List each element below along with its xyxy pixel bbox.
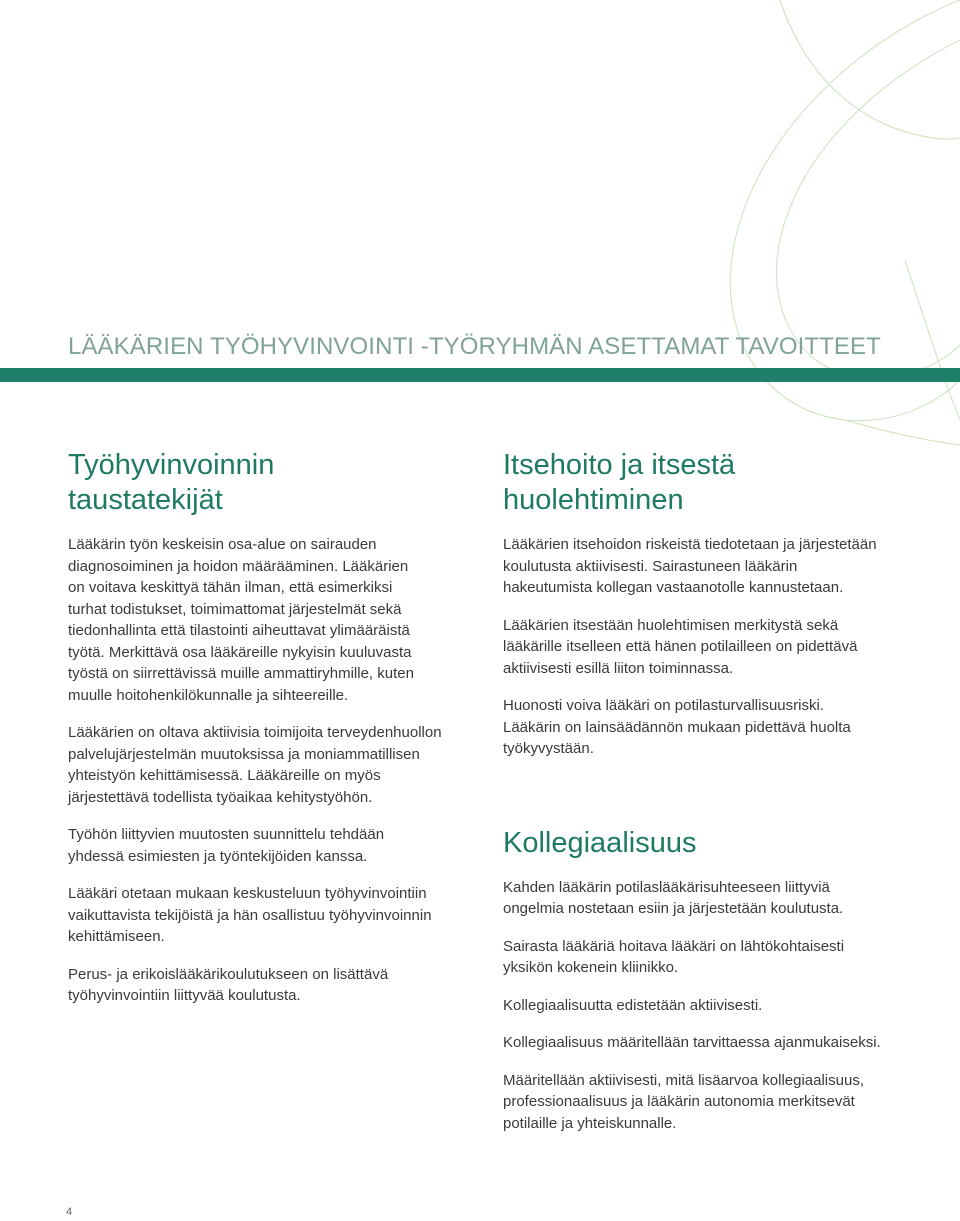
leaf-vein-upper	[780, 0, 960, 139]
kollegiaalisuus-paragraphs	[503, 877, 923, 1135]
page-number: 4	[66, 1206, 73, 1218]
paragraph: Perus- ja erikoislääkärikoulutukseen on lisättävä työhyvinvointiin liittyvää koulutusta.	[68, 965, 389, 1004]
page-header-title: LÄÄKÄRIEN TYÖHYVINVOINTI -TYÖRYHMÄN ASETTAMAT TAVOITTEET	[68, 333, 881, 360]
paragraph: Kollegiaalisuus määritellään tarvittaessa ajanmukaiseksi.	[503, 1034, 881, 1051]
right-column	[503, 448, 923, 1150]
paragraph: Sairasta lääkäriä hoitava lääkäri on lähtökohtaisesti yksikön kokenein kliinikko.	[503, 937, 845, 976]
paragraph: Lääkärien on oltava aktiivisia toimijoita terveydenhuollon palvelujärjestelmän muutoksissa ja moniammatillisen yhteistyön kehittämisessä. Lääkäreille on myös järjestettävä todellista työaikaa kehitystyöhön.	[68, 724, 442, 806]
paragraph: Huonosti voiva lääkäri on potilasturvallisuusriski. Lääkärin on lainsäädännön mukaan pidettävä huolta työkyvystään.	[503, 697, 851, 757]
paragraph: Lääkärien itsestään huolehtimisen merkitystä sekä lääkärille itselleen että hänen potilailleen on pidettävä aktiivisesti esillä liiton toiminnassa.	[503, 616, 858, 677]
left-column	[68, 448, 468, 1023]
itsehoito-paragraphs	[503, 534, 923, 760]
left-paragraphs	[68, 534, 468, 1007]
paragraph: Lääkärien itsehoidon riskeistä tiedotetaan ja järjestetään koulutusta aktiivisesti. Sairastuneen lääkärin hakeutumista kollegan vastaanotolle kannustetaan.	[503, 536, 877, 596]
leaf-stem	[845, 420, 960, 445]
leaf-outline-inner	[777, 40, 960, 378]
header-accent-bar	[0, 368, 960, 382]
section-heading-kollegiaalisuus: Kollegiaalisuus	[503, 826, 697, 859]
section-heading-itsehoito: Itsehoito ja itsestä huolehtiminen	[503, 449, 736, 516]
paragraph: Lääkärin työn keskeisin osa-alue on sairauden diagnosoiminen ja hoidon määrääminen. Lääkärien on voitava keskittyä tähän ilman, että esimerkiksi turhat todistukset, toimimattomat järjestelmät sekä tiedonhallinta että tilastointi aiheuttavat ylimääräistä työtä. Merkittävä osa lääkäreille nykyisin kuuluvasta työstä on siirrettävissä muille ammattiryhmille, kuten muulle hoitohenkilökunnalle ja sihteereille.	[68, 536, 414, 704]
paragraph: Kahden lääkärin potilaslääkärisuhteeseen liittyviä ongelmia nostetaan esiin ja järjestetään koulutusta.	[503, 878, 844, 917]
paragraph: Määritellään aktiivisesti, mitä lisäarvoa kollegiaalisuus, professionaalisuus ja lääkärin autonomia merkitsevät potilaille ja yhteiskunnalle.	[503, 1071, 864, 1132]
paragraph: Työhön liittyvien muutosten suunnittelu tehdään yhdessä esimiesten ja työntekijöiden kanssa.	[68, 826, 385, 865]
paragraph: Kollegiaalisuutta edistetään aktiivisesti.	[503, 996, 763, 1014]
leaf-vein-lower	[905, 260, 960, 420]
paragraph: Lääkäri otetaan mukaan keskusteluun työhyvinvointiin vaikuttavista tekijöistä ja hän osallistuu työhyvinvoinnin kehittämiseen.	[68, 885, 432, 945]
section-heading-taustatekijat: Työhyvinvoinnin taustatekijät	[68, 449, 275, 516]
